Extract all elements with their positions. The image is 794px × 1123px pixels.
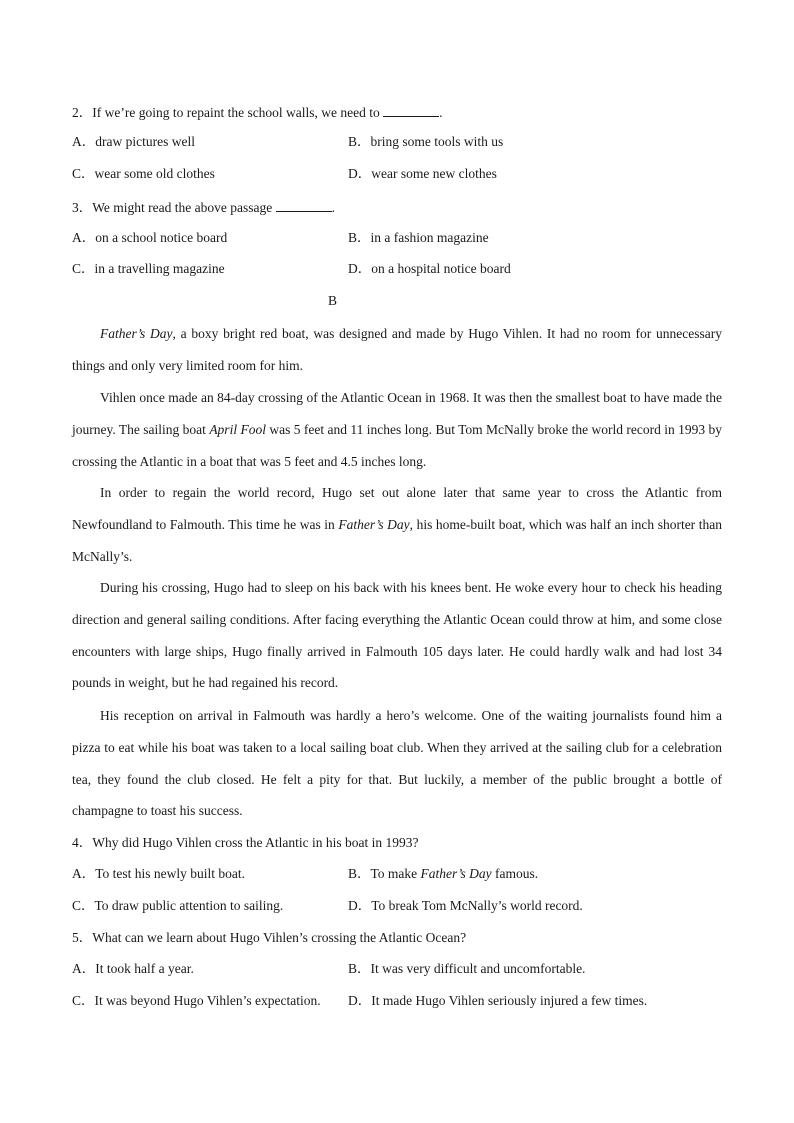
passage-paragraph-2 xyxy=(72,382,722,477)
question-3-stem xyxy=(72,198,335,216)
passage-paragraph-1 xyxy=(72,318,722,382)
passage-paragraph-3 xyxy=(72,477,722,572)
section-heading: B xyxy=(328,293,338,308)
question-3-option-d: D．on a hospital notice board xyxy=(348,261,511,276)
question-2-stem xyxy=(72,103,443,121)
passage-paragraph-4: During his crossing, Hugo had to sleep on his back with his knees bent. He woke every hour to check his heading direction and general sailing conditions. After facing everything the Atlantic Ocean could throw at him, and some close encounters with large ships, Hugo finally arrived in Falmouth 105 days later. He could hardly walk and had lost 34 pounds in weight, but he had regained his record. xyxy=(72,580,722,691)
question-2-period: . xyxy=(439,105,443,120)
question-3-text: 3．We might read the above passage xyxy=(72,200,276,215)
paragraph-1-text: , a boxy bright red boat, was designed and made by Hugo Vihlen. It had no room for unnecessary things and only very limited room for him. xyxy=(72,326,722,373)
boat-name: Father’s Day xyxy=(100,326,173,341)
paragraph-3-text-b: , his home-built boat, which was half an inch shorter than McNally’s. xyxy=(72,516,722,564)
question-4-option-a: A．To test his newly built boat. xyxy=(72,866,246,881)
question-3-period: . xyxy=(331,200,335,215)
question-5-stem: 5．What can we learn about Hugo Vihlen’s crossing the Atlantic Ocean? xyxy=(72,930,467,945)
question-3-option-a: A．on a school notice board xyxy=(72,230,228,245)
question-2-option-d: D．wear some new clothes xyxy=(348,166,497,181)
boat-name: April Fool xyxy=(209,421,266,437)
question-5-option-d: D．It made Hugo Vihlen seriously injured a few times. xyxy=(348,993,648,1008)
answer-blank xyxy=(383,103,439,117)
boat-name: Father’s Day xyxy=(420,866,492,881)
question-2-option-a: A．draw pictures well xyxy=(72,134,195,149)
question-4-option-c: C．To draw public attention to sailing. xyxy=(72,898,284,913)
question-3-option-b: B．in a fashion magazine xyxy=(348,230,489,245)
answer-blank xyxy=(276,198,332,212)
question-5-option-b: B．It was very difficult and uncomfortable. xyxy=(348,961,586,976)
paragraph-2-text-a: Vihlen once made an 84-day crossing of the Atlantic Ocean in 1968. It was then the smallest boat to have made the journey. The sailing boat xyxy=(72,390,722,437)
question-4-option-d: D．To break Tom McNally’s world record. xyxy=(348,898,583,913)
question-4-option-b xyxy=(348,866,538,882)
question-4-stem: 4．Why did Hugo Vihlen cross the Atlantic in his boat in 1993? xyxy=(72,835,419,850)
passage-paragraph-5: His reception on arrival in Falmouth was hardly a hero’s welcome. One of the waiting journalists found him a pizza to eat while his boat was taken to a local sailing boat club. When they arrived at the sailing club for a celebration tea, they found the club closed. He felt a pity for that. But luckily, a member of the public brought a bottle of champagne to toast his success. xyxy=(72,708,722,819)
question-2-text: 2．If we’re going to repaint the school walls, we need to xyxy=(72,105,384,120)
option-b-text-b: famous. xyxy=(491,866,539,881)
question-2-option-c: C．wear some old clothes xyxy=(72,166,215,181)
question-5-option-c: C．It was beyond Hugo Vihlen’s expectation. xyxy=(72,993,321,1008)
paragraph-2-text-b: was 5 feet and 11 inches long. But Tom McNally broke the world record in 1993 by crossing the Atlantic in a boat that was 5 feet and 4.5 inches long. xyxy=(72,421,723,469)
paragraph-3-text-a: In order to regain the world record, Hugo set out alone later that same year to cross the Atlantic from Newfoundland to Falmouth. This time he was in xyxy=(72,485,722,532)
question-2-option-b: B．bring some tools with us xyxy=(348,134,504,149)
question-3-option-c: C．in a travelling magazine xyxy=(72,261,225,276)
boat-name: Father’s Day xyxy=(338,516,410,532)
option-b-text-a: B．To make xyxy=(348,866,421,881)
question-5-option-a: A．It took half a year. xyxy=(72,961,194,976)
